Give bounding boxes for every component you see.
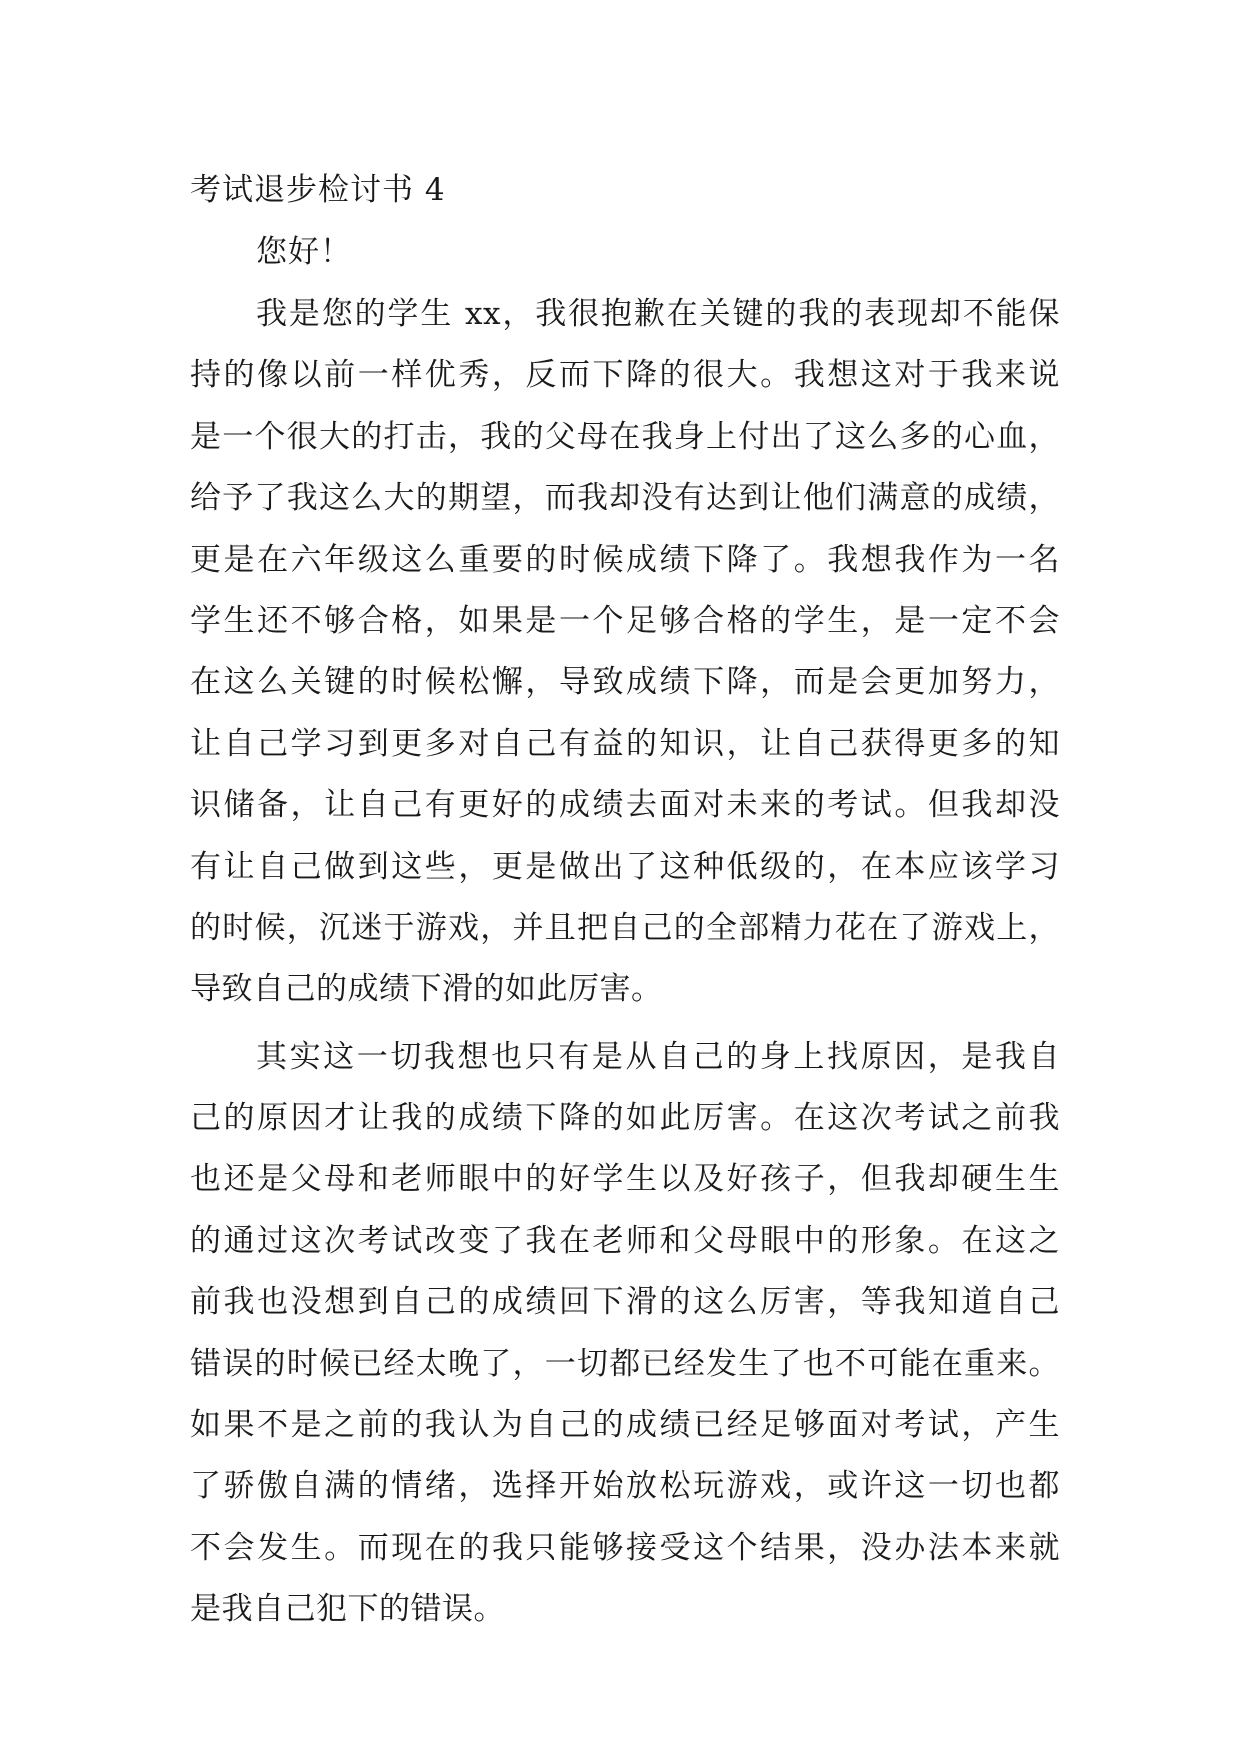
paragraph-line: 给予了我这么大的期望，而我却没有达到让他们满意的成绩， — [190, 480, 1060, 517]
paragraph-line: 不会发生。而现在的我只能够接受这个结果，没办法本来就 — [190, 1529, 1060, 1566]
paragraph-line: 的时候，沉迷于游戏，并且把自己的全部精力花在了游戏上， — [190, 909, 1060, 946]
paragraph-line: 其实这一切我想也只有是从自己的身上找原因，是我自 — [256, 1038, 1060, 1075]
paragraph-line: 我是您的学生 xx，我很抱歉在关键的我的表现却不能保 — [256, 296, 1060, 332]
paragraph-line: 己的原因才让我的成绩下降的如此厉害。在这次考试之前我 — [190, 1100, 1060, 1137]
paragraph-line: 学生还不够合格，如果是一个足够合格的学生，是一定不会 — [190, 602, 1060, 639]
paragraph-line: 是我自己犯下的错误。 — [190, 1591, 505, 1628]
greeting: 您好！ — [256, 234, 352, 270]
paragraph-line: 识储备，让自己有更好的成绩去面对未来的考试。但我却没 — [190, 787, 1060, 824]
paragraph-line: 了骄傲自满的情绪，选择开始放松玩游戏，或许这一切也都 — [190, 1468, 1060, 1505]
paragraph-line: 更是在六年级这么重要的时候成绩下降了。我想我作为一名 — [190, 541, 1060, 578]
paragraph-line: 也还是父母和老师眼中的好学生以及好孩子，但我却硬生生 — [190, 1161, 1060, 1198]
paragraph-line: 有让自己做到这些，更是做出了这种低级的，在本应该学习 — [190, 848, 1060, 885]
paragraph-line: 让自己学习到更多对自己有益的知识，让自己获得更多的知 — [190, 725, 1060, 762]
paragraph-line: 前我也没想到自己的成绩回下滑的这么厉害，等我知道自己 — [190, 1284, 1060, 1321]
document-title: 考试退步检讨书 4 — [190, 172, 446, 208]
paragraph-line: 持的像以前一样优秀，反而下降的很大。我想这对于我来说 — [190, 357, 1060, 394]
paragraph-line: 是一个很大的打击，我的父母在我身上付出了这么多的心血， — [190, 418, 1060, 455]
paragraph-line: 如果不是之前的我认为自己的成绩已经足够面对考试，产生 — [190, 1407, 1060, 1444]
paragraph-line: 在这么关键的时候松懈，导致成绩下降，而是会更加努力， — [190, 664, 1060, 701]
paragraph-line: 的通过这次考试改变了我在老师和父母眼中的形象。在这之 — [190, 1222, 1060, 1259]
paragraph-line: 导致自己的成绩下滑的如此厉害。 — [190, 971, 663, 1008]
document-body — [190, 160, 1060, 1641]
paragraph-line: 错误的时候已经太晚了，一切都已经发生了也不可能在重来。 — [190, 1345, 1060, 1382]
paragraph-1 — [190, 284, 1060, 1021]
paragraph-2 — [190, 1027, 1060, 1641]
